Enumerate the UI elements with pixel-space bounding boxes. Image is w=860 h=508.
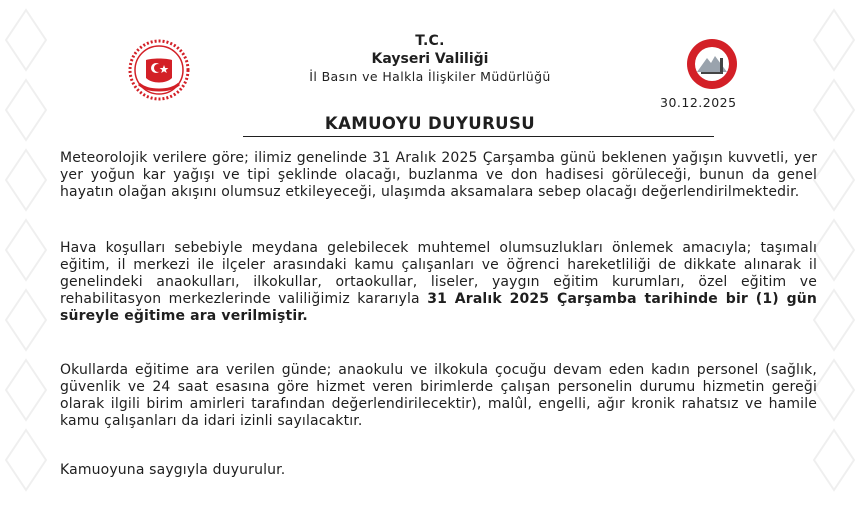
title-underline [243,136,714,137]
document-title: KAMUOYU DUYURUSU [324,114,536,133]
header-subtitle: Kayseri Valiliği [371,51,489,67]
paragraph-decision-bold: 31 Aralık 2025 Çarşamba tarihinde bir (1) gün süreyle eğitime ara verilmiştir. [60,291,817,324]
paragraph-decision [60,240,817,325]
paragraph-decision-text: Hava koşulları sebebiyle meydana gelebilecek muhtemel olumsuzlukları önlemek amacıyla; taşımalı eğitim, il merkezi ile ilçeler arasındaki kamu çalışanları ve öğrenci hareketliliği de dikkate alınarak il genelindeki anaokulları, ilkokullar, ortaokullar, liseler, yaygın eğitim kurumları, özel eğitim ve rehabilitasyon merkezlerinde valiliğimiz kararıyla [60,240,817,307]
closing-line: Kamuoyuna saygıyla duyurulur. [60,462,286,478]
header-department: İl Basın ve Halkla İlişkiler Müdürlüğü [309,69,551,84]
paragraph-weather: Meteorolojik verilere göre; ilimiz genelinde 31 Aralık 2025 Çarşamba günü beklenen yağışın kuvvetli, yer yer yoğun kar yağışı ve tipi şeklinde olacağı, buzlanma ve don hadisesi görüleceği, bunun da genel hayatın olağan akışını olumsuz etkileyeceği, ulaşımda aksamalara sebep olacağı değerlendirilmektedir. [60,150,817,200]
paragraph-leave: Okullarda eğitime ara verilen günde; anaokulu ve ilkokula çocuğu devam eden kadın personel (sağlık, güvenlik ve 24 saat esasına göre hizmet veren birimlerde çalışan personelin durumu hizmetin gereği olarak ilgili birim amirleri tarafından değerlendirilecektir), malûl, engelli, ağır kronik rahatsız ve hamile kamu çalışanları da idari izinli sayılacaktır. [60,362,817,429]
document-date: 30.12.2025 [660,95,737,110]
header-title: T.C. [415,33,445,49]
